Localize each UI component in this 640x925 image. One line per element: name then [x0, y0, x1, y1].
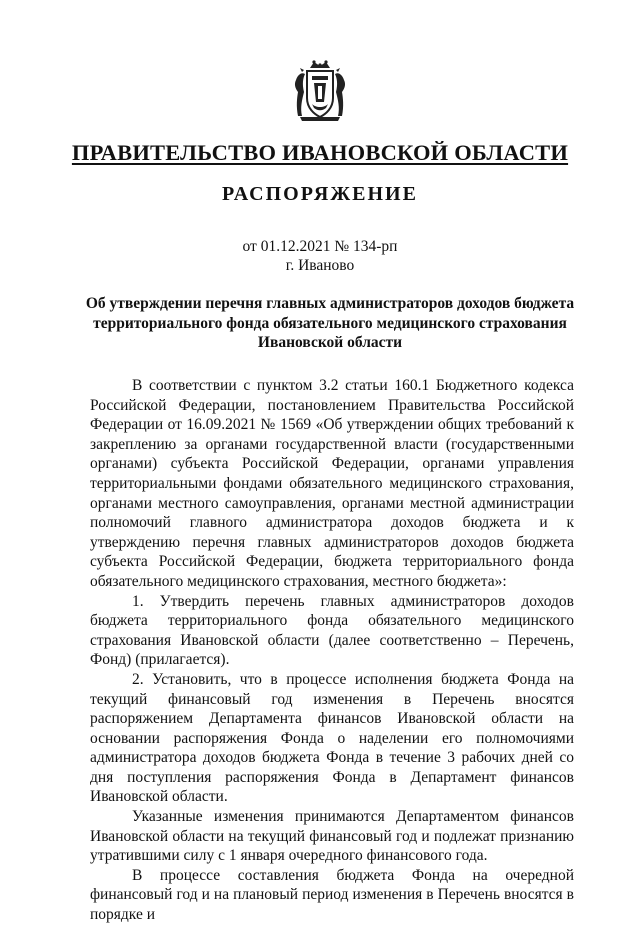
paragraph-item-1: 1. Утвердить перечень главных администраторов доходов бюджета территориального фонда обязательного медицинского страхования Ивановской области (далее соответственно – Перечень, Фонд) (прилагается).: [90, 592, 574, 669]
document-subject: Об утверждении перечня главных администраторов доходов бюджета территориального фонда обязательного медицинского страхования Ивановской области: [85, 295, 575, 351]
document-body: [90, 376, 574, 925]
paragraph-item-2: 2. Установить, что в процессе исполнения бюджета Фонда на текущий финансовый год изменения в Перечень вносятся распоряжением Департамента финансов Ивановской области на основании распоряжения Фонда о наделении его полномочиями администратора доходов бюджета Фонда в течение 3 рабочих дней со дня поступления распоряжения Фонда в Департамент финансов Ивановской области.: [90, 670, 574, 806]
city: г. Иваново: [285, 257, 355, 274]
coat-of-arms-icon: [292, 58, 348, 124]
paragraph-preamble: В соответствии с пунктом 3.2 статьи 160.1 Бюджетного кодекса Российской Федерации, постановлением Правительства Российской Федерации от 16.09.2021 № 1569 «Об утверждении общих требований к закреплению за органами государственной власти (государственными органами) субъекта Российской Федерации, органами управления территориальными фондами обязательного медицинского страхования, органами местного самоуправления, органами местной администрации полномочий главного администратора доходов бюджета и к утверждению перечня главных администраторов доходов бюджета субъекта Российской Федерации, бюджета территориального фонда обязательного медицинского страхования, местного бюджета»:: [90, 377, 574, 590]
paragraph-changes: Указанные изменения принимаются Департаментом финансов Ивановской области на текущий финансовый год и подлежат признанию утратившими силу с 1 января очередного финансового года.: [90, 808, 574, 865]
paragraph-budget-preparation: В процессе составления бюджета Фонда на очередной финансовый год и на плановый период изменения в Перечень вносятся в порядке и: [90, 866, 574, 924]
document-type: РАСПОРЯЖЕНИЕ: [222, 183, 418, 205]
date-number: от 01.12.2021 № 134-рп: [242, 238, 398, 255]
government-title: ПРАВИТЕЛЬСТВО ИВАНОВСКОЙ ОБЛАСТИ: [71, 140, 569, 165]
